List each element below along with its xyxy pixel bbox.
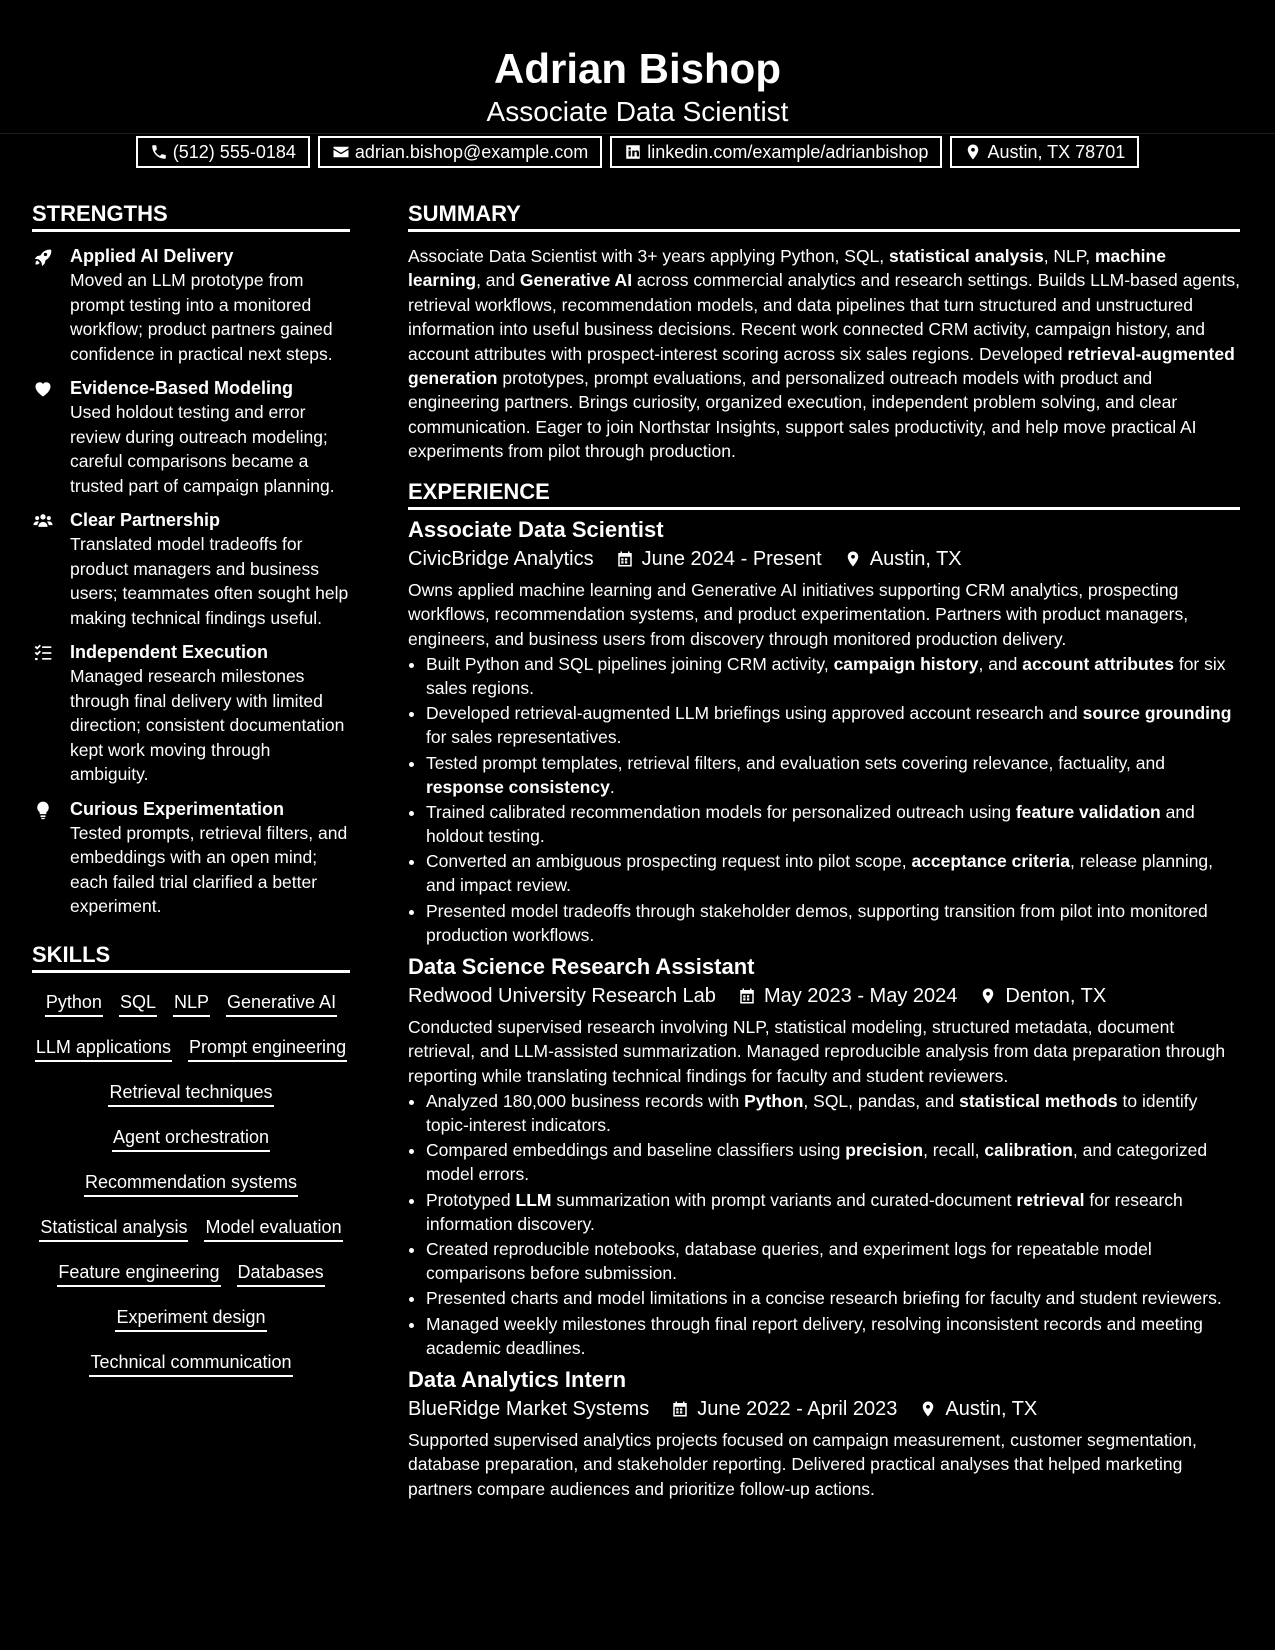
job-bullet [426, 899, 1240, 947]
linkedin-text: linkedin.com/example/adrianbishop [647, 142, 929, 162]
bullet-segment: , and [978, 654, 1023, 675]
candidate-name: Adrian Bishop [493, 45, 781, 92]
bullet-segment: Compared embeddings and baseline classifiers using [426, 1140, 846, 1161]
job-bullet [426, 751, 1240, 799]
skill-tag: Experiment design [115, 1304, 266, 1332]
contact-linkedin[interactable] [610, 136, 942, 168]
bullet-segment: , release planning, and impact review. [426, 851, 1214, 896]
bullet-segment: Prototyped [426, 1189, 516, 1210]
bullet-highlight: acceptance criteria [911, 851, 1071, 872]
strength-title: Curious Experimentation [70, 798, 285, 819]
bullet-segment: for sales representatives. [426, 727, 622, 748]
skills-section [32, 941, 350, 1377]
skills-list [32, 989, 350, 1377]
bullet-segment: , recall, [923, 1140, 985, 1161]
strength-icon-wrap [32, 376, 70, 498]
job-dates: June 2022 - April 2023 [697, 1397, 898, 1420]
users-icon [32, 511, 54, 531]
calendar-icon [671, 1399, 689, 1419]
skill-tag: Python [45, 989, 103, 1017]
skill-tag: Model evaluation [204, 1214, 342, 1242]
bullet-segment: Built Python and SQL pipelines joining CRM activity, [426, 654, 834, 675]
list-check-icon [32, 643, 54, 663]
bullet-segment: summarization with prompt variants and curated-document [551, 1189, 1017, 1210]
contact-location[interactable] [950, 136, 1139, 168]
strength-item [32, 508, 350, 630]
candidate-title: Associate Data Scientist [486, 96, 789, 127]
strength-description: Translated model tradeoffs for product managers and business users; teammates often sought help making technical findings useful. [70, 534, 349, 628]
skill-tag: Prompt engineering [188, 1034, 347, 1062]
map-pin-icon [964, 143, 982, 161]
job-entry [408, 1366, 1240, 1502]
bullet-segment: for six sales regions. [426, 654, 1226, 699]
job-meta [408, 545, 1240, 573]
strength-description: Tested prompts, retrieval filters, and embeddings with an open mind; each failed trial clarified a better experiment. [70, 822, 348, 916]
bullet-highlight: retrieval [1016, 1189, 1085, 1210]
summary-highlight: machine learning [408, 246, 1166, 291]
summary-segment: across commercial analytics and research settings. Builds LLM-based agents, retrieval workflows, recommendation models, and data pipelines that turn structured and unstructured information into useful business decisions. Recent work connected CRM activity, campaign history, and account attributes with prospect-interest scoring across six sales regions. Developed [408, 270, 1240, 364]
summary-segment: Associate Data Scientist with 3+ years applying Python, SQL, [408, 246, 890, 266]
bullet-highlight: campaign history [833, 654, 979, 675]
skill-tag: Technical communication [89, 1349, 292, 1377]
summary-segment: , NLP, [1043, 246, 1095, 266]
strength-item [32, 640, 350, 787]
job-bullet [426, 1286, 1240, 1310]
skill-tag: LLM applications [35, 1034, 172, 1062]
job-company: CivicBridge Analytics [408, 547, 594, 570]
strength-title: Independent Execution [70, 642, 269, 662]
skill-tag: NLP [173, 989, 210, 1017]
strength-description: Managed research milestones through final delivery with limited direction; consistent documentation kept work moving through ambiguity. [70, 666, 345, 784]
strength-item [32, 797, 350, 919]
skill-tag: Agent orchestration [112, 1124, 270, 1152]
summary-segment: , and [476, 270, 520, 291]
bullet-highlight: calibration [984, 1140, 1073, 1161]
summary-section [408, 200, 1240, 464]
job-bullet [426, 1089, 1240, 1137]
rocket-icon [32, 247, 54, 267]
email-text: adrian.bishop@example.com [354, 142, 589, 162]
strength-title: Applied AI Delivery [70, 246, 234, 266]
strengths-list [32, 244, 350, 919]
job-entry [408, 953, 1240, 1360]
summary-highlight: statistical analysis [889, 246, 1044, 266]
calendar-icon [616, 549, 634, 569]
strength-icon-wrap [32, 640, 70, 787]
strength-description: Used holdout testing and error review during outreach modeling; careful comparisons became a trusted part of campaign planning. [70, 402, 335, 496]
bullet-highlight: feature validation [1015, 802, 1161, 823]
bullet-segment: , SQL, pandas, and [803, 1091, 960, 1112]
strength-body [70, 376, 350, 498]
strength-icon-wrap [32, 508, 70, 630]
skill-tag: Generative AI [226, 989, 337, 1017]
bullet-segment: Created reproducible notebooks, database queries, and experiment logs for repeatable model comparisons before submission. [426, 1239, 1152, 1284]
job-company: Redwood University Research Lab [408, 984, 716, 1007]
job-bullets [408, 1089, 1240, 1359]
strength-body [70, 244, 350, 366]
envelope-icon [332, 143, 350, 161]
contact-phone[interactable] [136, 136, 310, 168]
bullet-highlight: Python [744, 1091, 804, 1112]
strength-icon-wrap [32, 244, 70, 366]
job-bullet [426, 1188, 1240, 1236]
resume-header [0, 0, 1275, 162]
job-bullet [426, 1312, 1240, 1360]
heart-icon [32, 379, 54, 399]
bullet-segment: Tested prompt templates, retrieval filters, and evaluation sets covering relevance, factuality, and [426, 752, 1165, 773]
strength-item [32, 376, 350, 498]
contact-email[interactable] [318, 136, 602, 168]
map-pin-icon [844, 549, 862, 569]
phone-icon [150, 143, 168, 161]
contact-bar [0, 136, 1275, 168]
bullet-segment: , and categorized model errors. [426, 1140, 1208, 1185]
summary-text [408, 244, 1240, 464]
map-pin-icon [979, 986, 997, 1006]
right-column [408, 200, 1240, 1501]
job-bullet [426, 800, 1240, 848]
summary-segment: prototypes, prompt evaluations, and personalized outreach models with product and engineering partners. Brings curiosity, organized execution, independent problem solving, and clear communication. Eager to join Northstar Insights, support sales productivity, and help move practical AI experiments from pilot through production. [408, 368, 1197, 462]
job-dates: May 2023 - May 2024 [763, 984, 958, 1007]
strength-body [70, 797, 350, 919]
strength-item [32, 244, 350, 366]
skill-tag: Recommendation systems [84, 1169, 298, 1197]
bullet-segment: Presented model tradeoffs through stakeholder demos, supporting transition from pilot into monitored production workflows. [426, 900, 1208, 945]
job-location: Austin, TX [945, 1397, 1038, 1420]
skill-tag: Feature engineering [57, 1259, 220, 1287]
skill-tag: Retrieval techniques [108, 1079, 273, 1107]
bullet-highlight: account attributes [1022, 654, 1174, 675]
strength-body [70, 508, 350, 630]
jobs-list [408, 516, 1240, 1501]
strength-body [70, 640, 350, 787]
job-title: Associate Data Scientist [408, 516, 664, 542]
job-bullet [426, 849, 1240, 897]
skill-tag: Statistical analysis [39, 1214, 188, 1242]
bullet-segment: to identify topic-interest indicators. [426, 1091, 1198, 1136]
job-dates: June 2024 - Present [641, 547, 822, 570]
location-text: Austin, TX 78701 [987, 142, 1126, 162]
bullet-segment: Presented charts and model limitations in a concise research briefing for faculty and student reviewers. [426, 1288, 1222, 1309]
lightbulb-icon [32, 800, 54, 820]
bullet-segment: Converted an ambiguous prospecting request into pilot scope, [426, 851, 912, 872]
job-meta [408, 1395, 1240, 1423]
strengths-section [32, 200, 350, 919]
map-pin-icon [919, 1399, 937, 1419]
experience-heading: EXPERIENCE [408, 478, 1240, 510]
summary-heading: SUMMARY [408, 200, 1240, 232]
bullet-highlight: response consistency [426, 776, 610, 797]
job-meta [408, 982, 1240, 1010]
linkedin-icon [624, 143, 642, 161]
job-bullet [426, 652, 1240, 700]
skill-tag: SQL [119, 989, 157, 1017]
job-title: Data Science Research Assistant [408, 953, 755, 979]
calendar-icon [738, 986, 756, 1006]
job-description: Owns applied machine learning and Generative AI initiatives supporting CRM analytics, prospecting workflows, recommendation systems, and product experimentation. Partners with product managers, engineers, and business users from discovery through monitored production delivery. [408, 579, 1189, 649]
bullet-segment: and holdout testing. [426, 802, 1195, 847]
job-company: BlueRidge Market Systems [408, 1397, 650, 1420]
bullet-highlight: statistical methods [959, 1091, 1118, 1112]
bullet-segment: Developed retrieval-augmented LLM briefings using approved account research and [426, 703, 1083, 724]
left-column [32, 200, 350, 1377]
strengths-heading: STRENGTHS [32, 200, 350, 232]
skills-heading: SKILLS [32, 941, 350, 973]
job-title: Data Analytics Intern [408, 1366, 627, 1392]
strength-icon-wrap [32, 797, 70, 919]
job-bullet [426, 1237, 1240, 1285]
bullet-segment: Trained calibrated recommendation models for personalized outreach using [426, 802, 1016, 823]
job-entry [408, 516, 1240, 947]
bullet-highlight: precision [845, 1140, 924, 1161]
bullet-highlight: LLM [515, 1189, 552, 1210]
job-bullet [426, 1138, 1240, 1186]
skill-tag: Databases [237, 1259, 325, 1287]
strength-title: Evidence-Based Modeling [70, 378, 294, 398]
bullet-highlight: source grounding [1082, 703, 1232, 724]
phone-text: (512) 555-0184 [172, 142, 296, 162]
summary-highlight: retrieval-augmented generation [408, 343, 1235, 389]
job-bullets [408, 652, 1240, 946]
job-location: Austin, TX [869, 547, 962, 570]
summary-highlight: Generative AI [519, 270, 633, 291]
job-description: Supported supervised analytics projects focused on campaign measurement, customer segmentation, database preparation, and stakeholder reporting. Delivered practical analyses that helped marketing partners compare audiences and prioritize follow-up actions. [408, 1429, 1197, 1499]
job-location: Denton, TX [1005, 984, 1107, 1007]
strength-description: Moved an LLM prototype from prompt testing into a monitored workflow; product partners gained confidence in practical next steps. [70, 270, 333, 364]
bullet-segment: Analyzed 180,000 business records with [426, 1091, 745, 1112]
job-description: Conducted supervised research involving NLP, statistical modeling, structured metadata, document retrieval, and LLM-assisted summarization. Managed reproducible analysis from data preparation through reporting while translating technical findings for faculty and student reviewers. [408, 1016, 1226, 1086]
experience-section [408, 478, 1240, 1501]
strength-title: Clear Partnership [70, 510, 221, 530]
bullet-segment: Managed weekly milestones through final report delivery, resolving inconsistent records and meeting academic deadlines. [426, 1313, 1203, 1358]
bullet-segment: for research information discovery. [426, 1189, 1183, 1234]
bullet-segment: . [609, 776, 615, 797]
job-bullet [426, 701, 1240, 749]
